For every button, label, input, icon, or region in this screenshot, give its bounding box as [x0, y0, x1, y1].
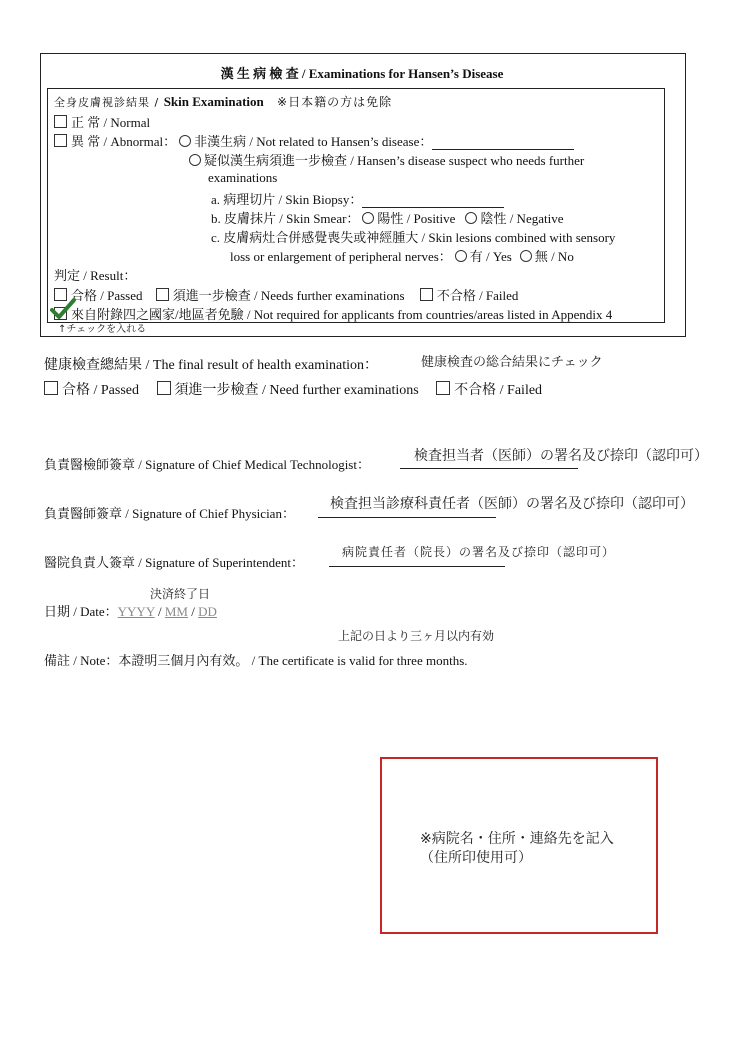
technologist-signature-label: 負責醫檢師簽章 / Signature of Chief Medical Technologist： — [44, 457, 370, 472]
final-label: 健康檢查總結果 / The final result of health examination： — [44, 358, 378, 373]
final-further-checkbox[interactable] — [157, 381, 171, 395]
final-options: 合格 / Passed 須進一步檢查 / Need further examinations 不合格 / Failed — [44, 379, 542, 399]
suspect-line2: examinations — [208, 170, 278, 185]
normal-checkbox[interactable] — [54, 115, 67, 128]
validity-hint: 上記の日より三ヶ月以内有効 — [338, 629, 495, 643]
section-title: 漢 生 病 檢 查 / Examinations for Hansen’s Disease — [220, 66, 504, 81]
date-hint: 決済終了日 — [150, 587, 211, 601]
final-hint: 健康検査の総合結果にチェック — [421, 355, 603, 370]
checkmark-icon — [50, 297, 76, 321]
physician-signature-label: 負責醫師簽章 / Signature of Chief Physician： — [44, 506, 295, 521]
physician-signature-field[interactable] — [318, 517, 496, 518]
abnormal-option[interactable]: 異 常 / Abnormal： 非漢生病 / Not related to Hansen’s disease： — [54, 131, 574, 150]
abnormal-checkbox[interactable] — [54, 134, 67, 147]
biopsy-field[interactable] — [362, 195, 504, 208]
result-failed-checkbox[interactable] — [420, 288, 433, 301]
date-day-field[interactable]: DD — [198, 604, 217, 619]
hospital-box-line1: ※病院名・住所・連絡先を記入 — [420, 831, 614, 847]
not-hansen-radio[interactable] — [179, 135, 191, 147]
result-exempt: 來自附錄四之國家/地區者免驗 / Not required for applicants from countries/areas listed in Appendix 4 — [54, 304, 612, 323]
note-row: 備註 / Note：本證明三個月內有效。 / The certificate is valid for three months. — [44, 653, 468, 668]
suspect-option[interactable]: 疑似漢生病須進一步檢查 / Hansen’s disease suspect who needs further — [186, 150, 584, 169]
lesion-yes-radio[interactable] — [455, 250, 467, 262]
result-label: 判定 / Result： — [54, 268, 137, 283]
normal-option[interactable]: 正 常 / Normal — [54, 112, 150, 131]
date-month-field[interactable]: MM — [164, 604, 188, 619]
lesion-no-radio[interactable] — [520, 250, 532, 262]
not-hansen-field[interactable] — [432, 137, 574, 150]
final-passed-checkbox[interactable] — [44, 381, 58, 395]
superintendent-signature-field[interactable] — [329, 566, 505, 567]
result-options: 合格 / Passed 須進一步檢查 / Needs further examinations 不合格 / Failed — [54, 285, 518, 304]
suspect-radio[interactable] — [189, 154, 201, 166]
smear-negative-radio[interactable] — [465, 212, 477, 224]
biopsy-row: a. 病理切片 / Skin Biopsy： — [211, 189, 504, 208]
physician-signature-value: 検査担当診療科責任者（医師）の署名及び捺印（認印可） — [330, 496, 694, 512]
technologist-signature-value: 検査担当者（医師）の署名及び捺印（認印可） — [414, 448, 708, 464]
technologist-signature-field[interactable] — [400, 468, 578, 469]
hospital-box-line2: （住所印使用可） — [420, 850, 532, 866]
lesion-row: c. 皮膚病灶合併感覺喪失或神經腫大 / Skin lesions combined with sensory — [211, 230, 616, 245]
final-failed-checkbox[interactable] — [436, 381, 450, 395]
date-row: 日期 / Date：YYYY / MM / DD — [44, 604, 217, 619]
date-year-field[interactable]: YYYY — [117, 604, 155, 619]
check-hint: ↑チェックを入れる — [58, 324, 147, 335]
smear-positive-radio[interactable] — [362, 212, 374, 224]
skin-heading: 全身皮膚視診結果 / Skin Examination ※日本籍の方は免除 — [54, 94, 393, 109]
smear-row: b. 皮膚抹片 / Skin Smear： 陽性 / Positive 陰性 / Negative — [211, 211, 564, 226]
result-further-checkbox[interactable] — [156, 288, 169, 301]
superintendent-signature-label: 醫院負責人簽章 / Signature of Superintendent： — [44, 555, 304, 570]
superintendent-signature-value: 病院責任者（院長）の署名及び捺印（認印可） — [342, 545, 616, 559]
lesion-row-2: loss or enlargement of peripheral nerves： 有 / Yes 無 / No — [230, 249, 574, 264]
